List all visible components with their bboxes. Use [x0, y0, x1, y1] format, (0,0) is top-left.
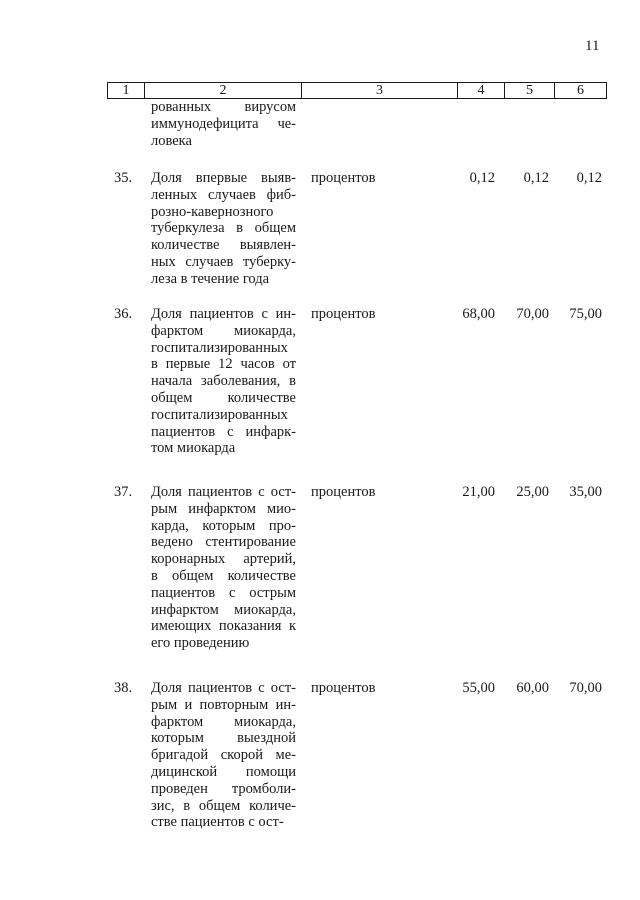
- column-header-2: 2: [145, 83, 302, 99]
- column-header-5: 5: [505, 83, 555, 99]
- column-header-6: 6: [555, 83, 607, 99]
- row-number: 35.: [114, 170, 133, 186]
- row-value-col6: 0,12: [576, 170, 602, 186]
- description-line: бригадой скорой ме-: [151, 747, 296, 764]
- row-value-col4: 68,00: [462, 306, 495, 322]
- row-unit: процентов: [311, 306, 376, 322]
- description-line: Доля пациентов с ин-: [151, 306, 296, 322]
- description-line: том миокарда: [151, 440, 236, 457]
- continuation-text: [151, 99, 296, 149]
- description-line: фарктом миокарда,: [151, 713, 296, 730]
- description-line: карда, которым про-: [151, 517, 296, 534]
- description-line: дицинской помощи: [151, 763, 296, 780]
- row-number: 36.: [114, 306, 133, 322]
- row-value-col4: 21,00: [462, 484, 495, 500]
- description-line: розно-кавернозного: [151, 203, 274, 220]
- description-line: общем количестве: [151, 389, 296, 406]
- description-line: леза в течение года: [151, 270, 270, 287]
- description-line: рым и повторным ин-: [151, 696, 296, 713]
- description-line: пациентов с острым: [151, 584, 296, 601]
- continuation-line: иммунодефицита че-: [151, 115, 296, 132]
- description-line: ных случаев туберку-: [151, 253, 296, 270]
- row-description: [151, 306, 296, 457]
- description-line: имеющих показания к: [151, 618, 296, 635]
- row-value-col5: 25,00: [516, 484, 549, 500]
- description-line: проведен тромболи-: [151, 780, 296, 797]
- description-line: Доля впервые выяв-: [151, 170, 296, 186]
- row-unit: процентов: [311, 484, 376, 500]
- row-number: 37.: [114, 484, 133, 500]
- description-line: его проведению: [151, 635, 250, 652]
- row-description: [151, 170, 296, 288]
- description-line: туберкулеза в общем: [151, 220, 296, 237]
- row-number: 38.: [114, 680, 133, 696]
- description-line: в общем количестве: [151, 567, 296, 584]
- row-value-col5: 70,00: [516, 306, 549, 322]
- description-line: начала заболевания, в: [151, 373, 296, 390]
- description-line: которым выездной: [151, 730, 296, 747]
- description-line: фарктом миокарда,: [151, 322, 296, 339]
- row-unit: процентов: [311, 170, 376, 186]
- description-line: коронарных артерий,: [151, 551, 296, 568]
- row-value-col6: 35,00: [569, 484, 602, 500]
- description-line: инфарктом миокарда,: [151, 601, 296, 618]
- description-line: количестве выявлен-: [151, 237, 296, 254]
- description-line: госпитализированных: [151, 406, 288, 423]
- column-header-1: 1: [108, 83, 145, 99]
- continuation-line: рованных вирусом: [151, 99, 296, 115]
- description-line: рым инфарктом мио-: [151, 500, 296, 517]
- row-description: [151, 484, 296, 652]
- column-header-3: 3: [302, 83, 458, 99]
- row-unit: процентов: [311, 680, 376, 696]
- row-value-col4: 0,12: [469, 170, 495, 186]
- row-value-col5: 0,12: [523, 170, 549, 186]
- description-line: ведено стентирование: [151, 534, 296, 551]
- row-value-col5: 60,00: [516, 680, 549, 696]
- description-line: ленных случаев фиб-: [151, 186, 296, 203]
- description-line: Доля пациентов с ост-: [151, 680, 296, 696]
- description-line: зис, в общем количе-: [151, 797, 296, 814]
- column-header-4: 4: [458, 83, 505, 99]
- continuation-line: ловека: [151, 132, 192, 149]
- column-header-row: [107, 82, 607, 99]
- row-value-col4: 55,00: [462, 680, 495, 696]
- row-description: [151, 680, 296, 831]
- description-line: госпитализированных: [151, 339, 288, 356]
- description-line: Доля пациентов с ост-: [151, 484, 296, 500]
- description-line: пациентов с инфарк-: [151, 423, 296, 440]
- description-line: в первые 12 часов от: [151, 356, 296, 373]
- description-line: стве пациентов с ост-: [151, 814, 284, 831]
- row-value-col6: 70,00: [569, 680, 602, 696]
- row-value-col6: 75,00: [569, 306, 602, 322]
- page-number: 11: [585, 38, 600, 54]
